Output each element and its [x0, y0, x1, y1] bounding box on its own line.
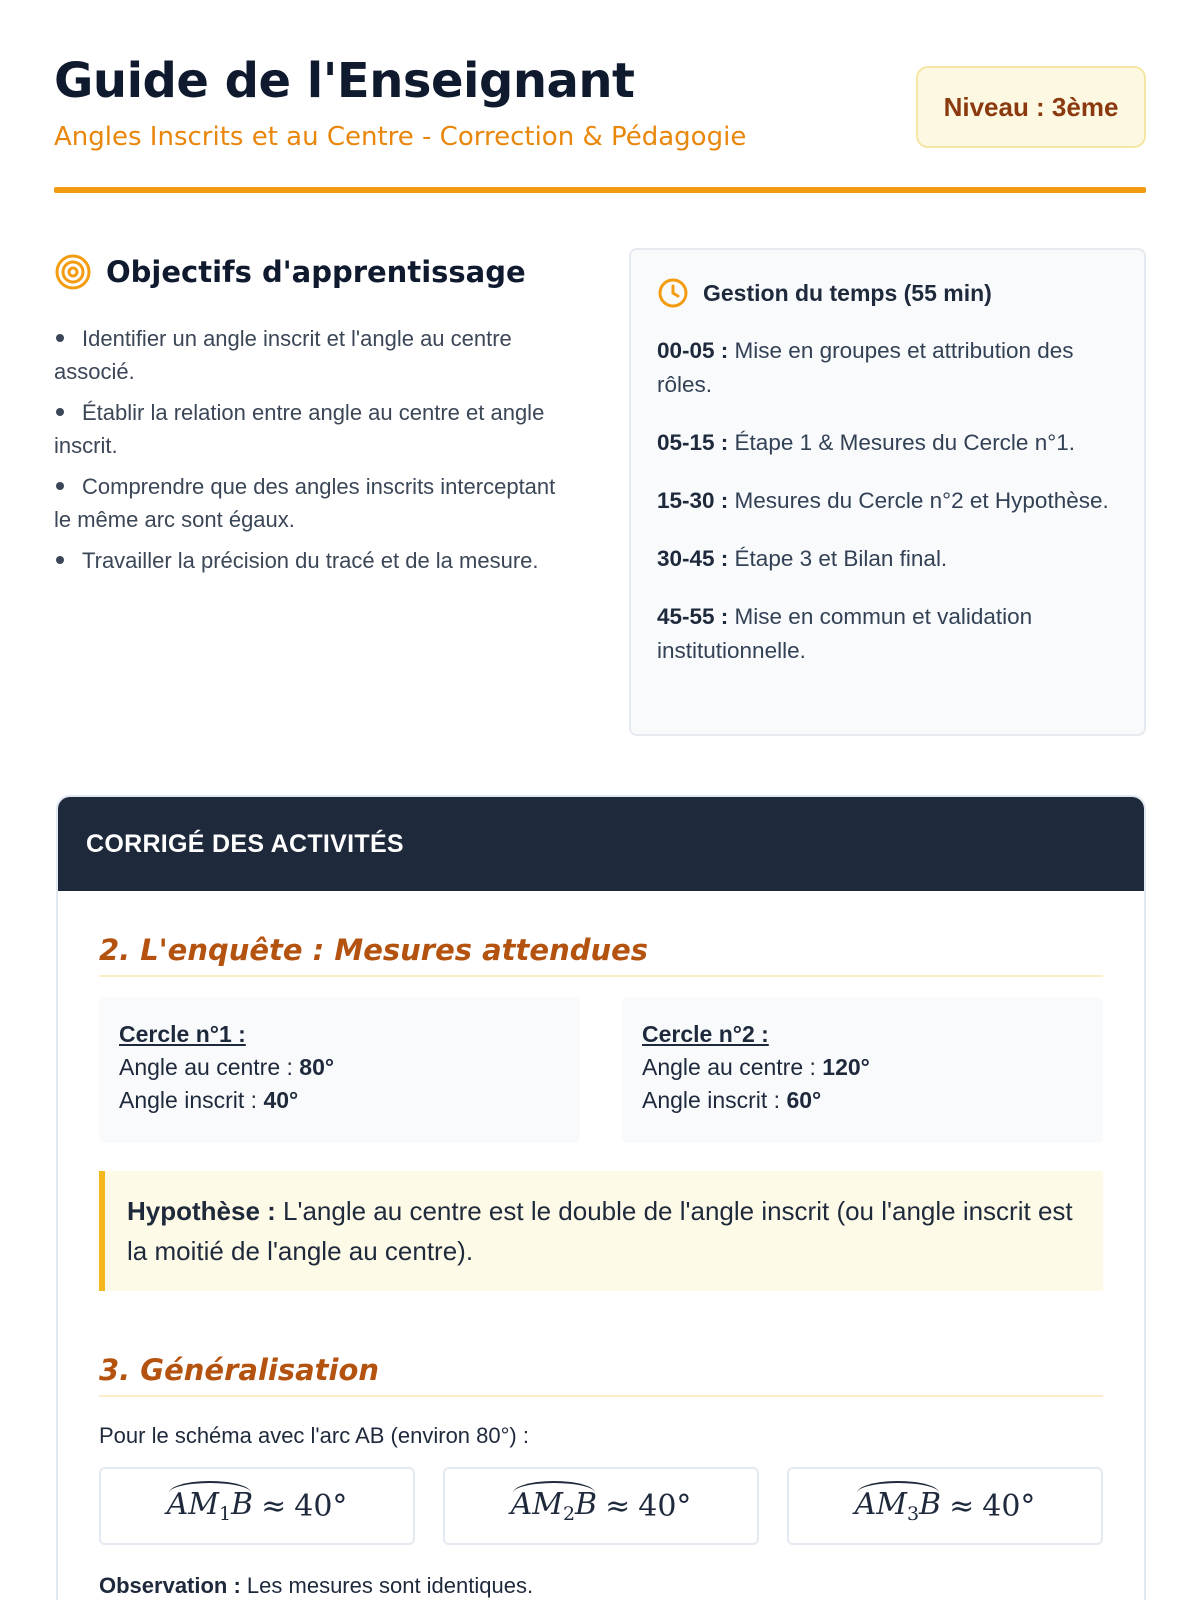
page-header	[54, 52, 1146, 194]
time-description: Mise en groupes et attribution des rôles.	[657, 338, 1074, 397]
angle-index: 2	[562, 1503, 576, 1525]
angle-notation	[855, 1487, 942, 1525]
center-angle-label: Angle au centre :	[119, 1054, 300, 1080]
time-management-heading	[657, 276, 1118, 310]
angle-index: 3	[906, 1503, 920, 1525]
approx-symbol: ≈	[261, 1488, 287, 1524]
objective-text: Comprendre que des angles inscrits interceptant le même arc sont égaux.	[54, 474, 556, 532]
bullet	[56, 334, 64, 342]
hypothesis-label: Hypothèse :	[127, 1196, 276, 1226]
time-entry	[657, 484, 1118, 518]
hypothesis-text: L'angle au centre est le double de l'angle inscrit (ou l'angle inscrit est la moitié de l'angle au centre).	[127, 1196, 1073, 1266]
formula-row	[99, 1467, 1103, 1545]
angle-notation	[167, 1487, 254, 1525]
page-title: Guide de l'Enseignant	[54, 53, 635, 109]
center-angle-value: 120°	[822, 1054, 870, 1080]
time-range: 15-30 :	[657, 488, 729, 513]
angle-vertex: AM	[166, 1487, 219, 1522]
time-management-box	[629, 248, 1146, 736]
time-entry	[657, 600, 1118, 668]
angle-end: B	[919, 1487, 942, 1522]
objective-text: Identifier un angle inscrit et l'angle au centre associé.	[54, 326, 512, 384]
angle-value: 40°	[294, 1488, 348, 1524]
time-description: Étape 1 & Mesures du Cercle n°1.	[728, 430, 1075, 455]
time-range: 30-45 :	[657, 546, 729, 571]
time-range: 05-15 :	[657, 430, 729, 455]
approx-symbol: ≈	[605, 1488, 631, 1524]
header-divider	[54, 187, 1146, 193]
approx-symbol: ≈	[949, 1488, 975, 1524]
corrige-header: CORRIGÉ DES ACTIVITÉS	[58, 797, 1144, 891]
circle-title: Cercle n°1 :	[119, 1021, 246, 1047]
clock-icon	[657, 277, 689, 309]
objective-text: Travailler la précision du tracé et de la mesure.	[82, 548, 539, 573]
circle-measures	[99, 997, 1103, 1143]
angle-vertex: AM	[854, 1487, 907, 1522]
arc-mark	[857, 1481, 940, 1493]
angle-end: B	[575, 1487, 598, 1522]
section-title-generalisation: 3. Généralisation	[99, 1353, 1103, 1397]
inscribed-angle-line	[119, 1084, 560, 1117]
time-range: 45-55 :	[657, 604, 729, 629]
time-management-title: Gestion du temps (55 min)	[703, 279, 992, 306]
time-description: Étape 3 et Bilan final.	[728, 546, 948, 571]
level-badge: Niveau : 3ème	[916, 66, 1146, 148]
inscribed-angle-label: Angle inscrit :	[642, 1087, 787, 1113]
page-subtitle: Angles Inscrits et au Centre - Correction & Pédagogie	[54, 122, 747, 152]
list-item	[54, 470, 574, 536]
target-icon	[54, 253, 92, 291]
bullet	[56, 482, 64, 490]
inscribed-angle-value: 40°	[263, 1087, 299, 1113]
time-entry	[657, 542, 1118, 576]
corrige-panel	[56, 795, 1146, 1600]
objective-text: Établir la relation entre angle au centre et angle inscrit.	[54, 400, 545, 458]
center-angle-line	[119, 1051, 560, 1084]
time-description: Mesures du Cercle n°2 et Hypothèse.	[728, 488, 1109, 513]
circle-card-2	[622, 997, 1103, 1143]
arc-mark	[169, 1481, 252, 1493]
arc-mark	[513, 1481, 596, 1493]
angle-value: 40°	[638, 1488, 692, 1524]
list-item	[54, 322, 574, 388]
list-item	[54, 396, 574, 462]
time-description: Mise en commun et validation institutionnelle.	[657, 604, 1033, 663]
inscribed-angle-value: 60°	[786, 1087, 822, 1113]
circle-title: Cercle n°2 :	[642, 1021, 769, 1047]
center-angle-value: 80°	[299, 1054, 335, 1080]
center-angle-label: Angle au centre :	[642, 1054, 823, 1080]
time-range: 00-05 :	[657, 338, 729, 363]
angle-index: 1	[218, 1503, 232, 1525]
observation-line	[99, 1573, 1103, 1599]
time-entry	[657, 426, 1118, 460]
time-entry	[657, 334, 1118, 402]
section-title-enquete: 2. L'enquête : Mesures attendues	[99, 933, 1103, 977]
objectives-list	[54, 322, 574, 577]
inscribed-angle-line	[642, 1084, 1083, 1117]
observation-label: Observation :	[99, 1573, 241, 1598]
inscribed-angle-label: Angle inscrit :	[119, 1087, 264, 1113]
center-angle-line	[642, 1051, 1083, 1084]
observation-text: Les mesures sont identiques.	[240, 1573, 534, 1598]
hypothesis-callout	[99, 1171, 1103, 1291]
objectives-title: Objectifs d'apprentissage	[106, 255, 526, 289]
generalisation-intro: Pour le schéma avec l'arc AB (environ 80°) :	[99, 1423, 529, 1448]
list-item	[54, 544, 574, 577]
angle-end: B	[231, 1487, 254, 1522]
formula-box	[787, 1467, 1103, 1545]
circle-card-1	[99, 997, 580, 1143]
formula-box	[443, 1467, 759, 1545]
angle-vertex: AM	[510, 1487, 563, 1522]
corrige-body	[58, 933, 1144, 1599]
angle-value: 40°	[982, 1488, 1036, 1524]
objectives-section	[54, 252, 574, 585]
bullet	[56, 408, 64, 416]
formula-box	[99, 1467, 415, 1545]
angle-notation	[511, 1487, 598, 1525]
objectives-heading	[54, 252, 574, 292]
bullet	[56, 556, 64, 564]
